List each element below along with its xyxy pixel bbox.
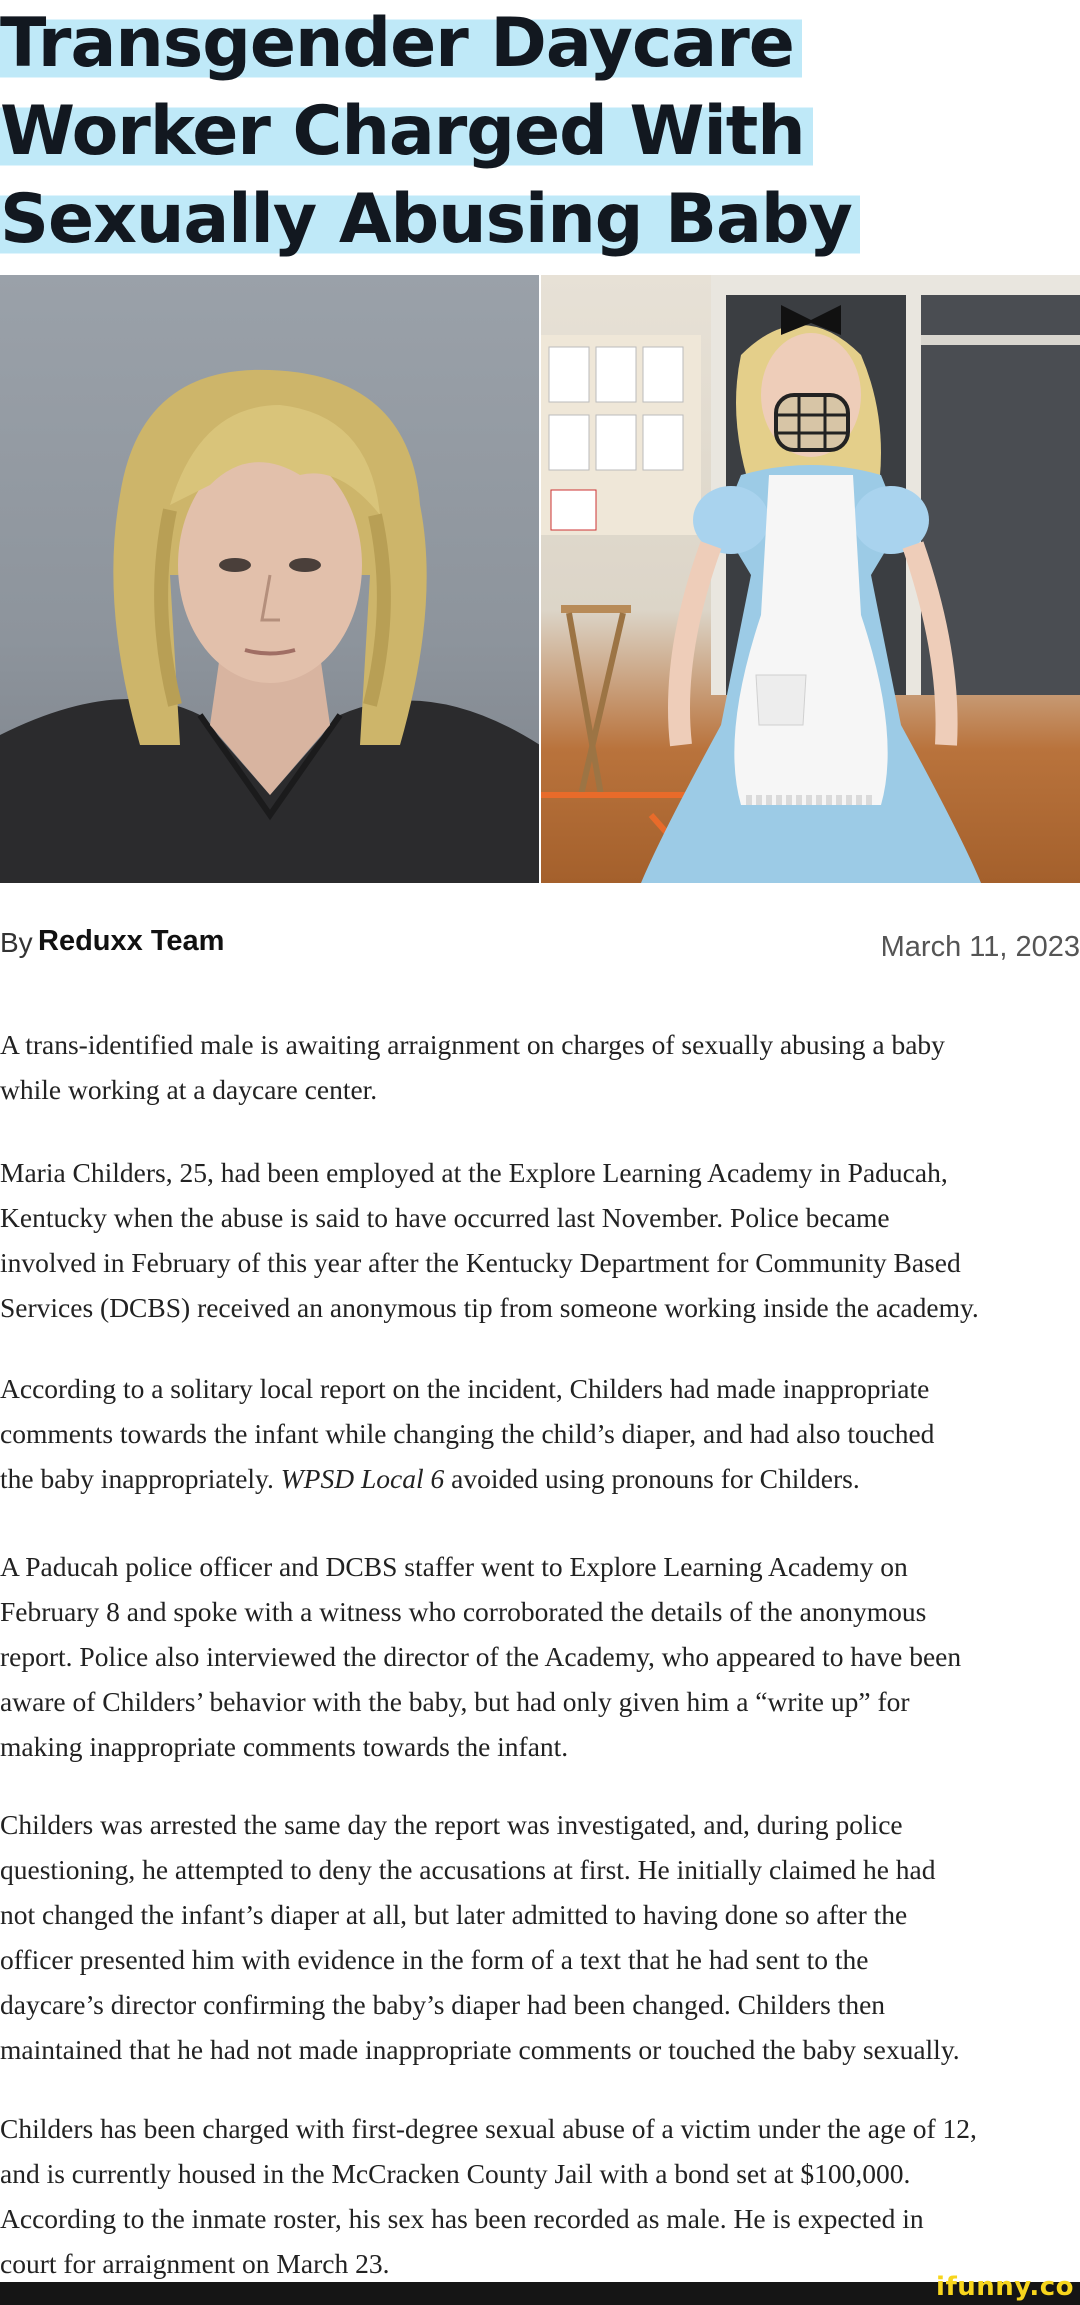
headline-line-3: Sexually Abusing Baby — [0, 176, 860, 264]
article-paragraph-5: Childers was arrested the same day the report was investigated, and, during police questioning, he attempted to deny the accusations at first. He initially claimed he had not changed the infant’s diaper at all, but later admitted to having done so after the officer presented him with evidence in the form of a text that he had sent to the daycare’s director confirming the baby’s diaper had been changed. Childers then maintained that he had not made inappropriate comments or touched the baby sexually. — [0, 1809, 960, 2065]
article-headline — [0, 0, 1080, 264]
article-byline — [0, 925, 1080, 965]
hero-image — [0, 275, 1080, 883]
publish-date: March 11, 2023 — [880, 931, 1080, 963]
watermark-bar — [0, 2282, 1080, 2305]
headline-line-2: Worker Charged With — [0, 88, 813, 176]
article-paragraph-3: According to a solitary local report on the incident, Childers had made inappropriate comments towards the infant while changing the child’s diaper, and had also touched the baby inappropriately. WPSD Local 6 avoided using pronouns for Childers. — [0, 1373, 935, 1494]
costume-photo — [541, 275, 1080, 883]
article-paragraph-2: Maria Childers, 25, had been employed at the Explore Learning Academy in Paducah, Kentucky when the abuse is said to have occurred last November. Police became involved in February of this year after the Kentucky Department for Community Based Services (DCBS) received an anonymous tip from someone working inside the academy. — [0, 1157, 979, 1323]
author-link[interactable]: Reduxx Team — [38, 925, 225, 957]
article-paragraph-4: A Paducah police officer and DCBS staffer went to Explore Learning Academy on February 8 and spoke with a witness who corroborated the details of the anonymous report. Police also interviewed the director of the Academy, who appeared to have been aware of Childers’ behavior with the baby, but had only given him a “write up” for making inappropriate comments towards the infant. — [0, 1551, 962, 1762]
source-name: WPSD Local 6 — [280, 1463, 445, 1494]
ifunny-watermark: ifunny.co — [936, 2272, 1074, 2302]
article-paragraph-6: Childers has been charged with first-degree sexual abuse of a victim under the age of 12, and is currently housed in the McCracken County Jail with a bond set at $100,000. According to the inmate roster, his sex has been recorded as male. He is expected in court for arraignment on March 23. — [0, 2113, 977, 2279]
mugshot-illustration — [0, 275, 539, 883]
costume-illustration — [541, 275, 1080, 883]
article-paragraph-1: A trans-identified male is awaiting arraignment on charges of sexually abusing a baby while working at a daycare center. — [0, 1029, 945, 1105]
byline-prefix: By — [0, 927, 33, 958]
mugshot-photo — [0, 275, 539, 883]
headline-line-1: Transgender Daycare — [0, 0, 802, 88]
